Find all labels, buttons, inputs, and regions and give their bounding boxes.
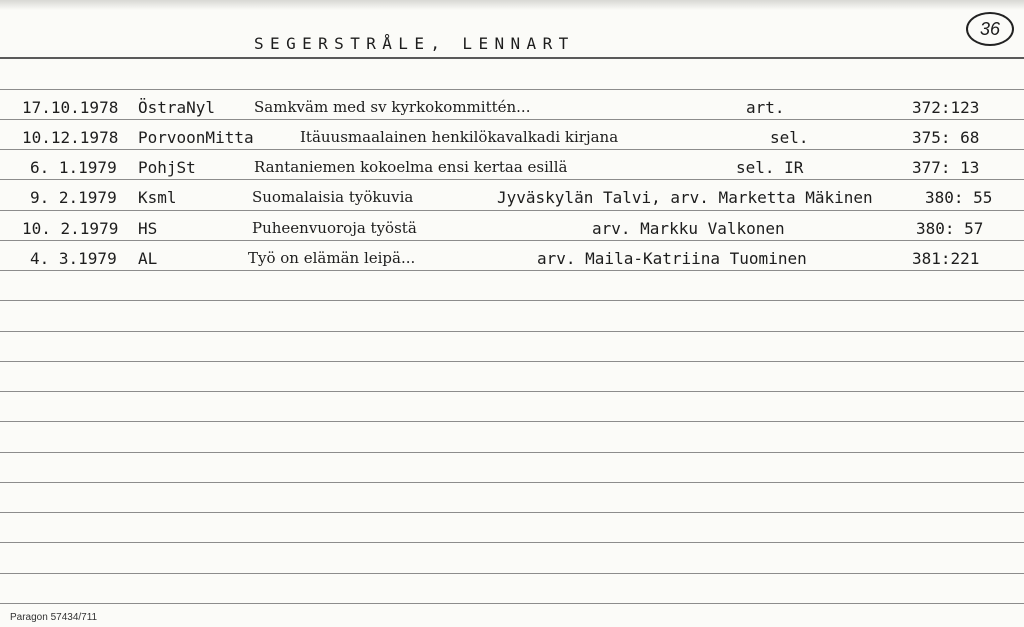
ruled-line <box>0 542 1024 543</box>
entry-type: sel. <box>770 128 809 147</box>
ruled-line <box>0 573 1024 574</box>
entry-type: sel. IR <box>736 158 804 177</box>
entry-date: 6. 1.1979 <box>30 158 117 177</box>
entry-ref: 372:123 <box>912 98 980 117</box>
entry-date: 17.10.1978 <box>22 98 119 117</box>
entry-type: art. <box>746 98 785 117</box>
list-item <box>0 158 1024 182</box>
ruled-line <box>0 361 1024 362</box>
entry-type: arv. Maila-Katriina Tuominen <box>537 249 807 268</box>
ruled-line <box>0 482 1024 483</box>
entry-source: PohjSt <box>138 158 196 177</box>
list-item <box>0 98 1024 122</box>
list-item <box>0 128 1024 152</box>
header-rule <box>0 57 1024 59</box>
entry-ref: 375: 68 <box>912 128 980 147</box>
list-item <box>0 249 1024 273</box>
card-footer-print: Paragon 57434/711 <box>10 612 98 623</box>
entry-title: Työ on elämän leipä... <box>248 249 416 267</box>
entry-date: 10.12.1978 <box>22 128 119 147</box>
list-item <box>0 188 1024 212</box>
card-top-edge <box>0 0 1024 10</box>
ruled-line <box>0 391 1024 392</box>
entry-source: Ksml <box>138 188 177 207</box>
entry-date: 9. 2.1979 <box>30 188 117 207</box>
ruled-line <box>0 300 1024 301</box>
entry-title: Itäuusmaalainen henkilökavalkadi kirjana <box>300 128 619 146</box>
entry-title: Puheenvuoroja työstä <box>252 219 417 237</box>
ruled-line <box>0 512 1024 513</box>
ruled-line <box>0 421 1024 422</box>
entry-ref: 380: 57 <box>916 219 984 238</box>
entry-source: HS <box>138 219 158 238</box>
list-item <box>0 219 1024 243</box>
entry-ref: 381:221 <box>912 249 980 268</box>
entry-source: PorvoonMitta <box>138 128 254 147</box>
ruled-line <box>0 331 1024 332</box>
entry-ref: 380: 55 <box>925 188 993 207</box>
ruled-line <box>0 603 1024 604</box>
entry-type: Jyväskylän Talvi, arv. Marketta Mäkinen <box>497 188 873 207</box>
entry-source: ÖstraNyl <box>138 98 216 117</box>
entry-title: Suomalaisia työkuvia <box>252 188 414 206</box>
entry-source: AL <box>138 249 158 268</box>
entry-ref: 377: 13 <box>912 158 980 177</box>
entry-date: 10. 2.1979 <box>22 219 119 238</box>
entry-title: Rantaniemen kokoelma ensi kertaa esillä <box>254 158 568 176</box>
ruled-line <box>0 452 1024 453</box>
ruled-line <box>0 89 1024 90</box>
entry-type: arv. Markku Valkonen <box>592 219 785 238</box>
card-header-name: SEGERSTRÅLE, LENNART <box>254 34 575 53</box>
card-number-circle: 36 <box>966 12 1014 46</box>
entry-date: 4. 3.1979 <box>30 249 117 268</box>
entry-title: Samkväm med sv kyrkokommittén... <box>254 98 531 116</box>
